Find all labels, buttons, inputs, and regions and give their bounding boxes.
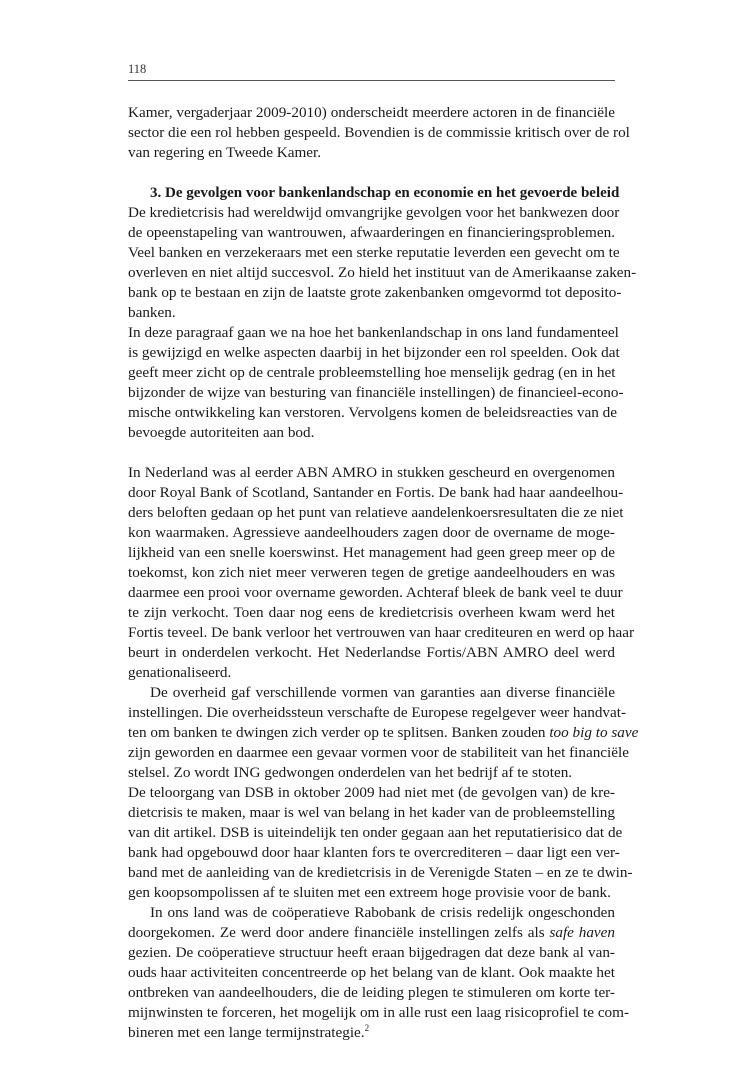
text-line: In Nederland was al eerder ABN AMRO in stukken gescheurd en overgenomen (128, 464, 615, 481)
text-line: lijkheid van een snelle koerswinst. Het management had geen greep meer op de (128, 544, 615, 561)
text-line: Fortis teveel. De bank verloor het vertrouwen van haar crediteuren en werd op haar (128, 624, 635, 641)
text-span: ten om banken te dwingen zich verder op te splitsen. Banken zouden (128, 724, 550, 741)
text-line: bevoegde autoriteiten aan bod. (128, 424, 315, 441)
text-line: bank had opgebouwd door haar klanten fors te overcrediteren – daar ligt een ver- (128, 844, 620, 861)
text-span: bineren met een lange termijnstrategie. (128, 1024, 365, 1041)
emphasis-text: safe haven (549, 924, 615, 941)
text-line: beurt in onderdelen verkocht. Het Nederlandse Fortis/ABN AMRO deel werd (128, 644, 615, 661)
text-line: kon waarmaken. Agressieve aandeelhouders zagen door de overname de moge- (128, 524, 615, 541)
paragraph-4 (128, 683, 639, 903)
text-line: stelsel. Zo wordt ING gedwongen onderdelen van het bedrijf af te stoten. (128, 764, 573, 781)
text-line: toekomst, kon zich niet meer verweren tegen de gretige aandeelhouders en was (128, 564, 615, 581)
emphasis-text: too big to save (549, 724, 639, 741)
text-line: ouds haar activiteiten concentreerde op het belang van de klant. Ook maakte het (128, 964, 615, 981)
text-line: is gewijzigd en welke aspecten daarbij in het bijzonder een rol speelden. Ook dat (128, 344, 620, 361)
text-line: banken. (128, 304, 176, 321)
text-line: daarmee een prooi voor overname geworden. Achteraf bleek de bank veel te duur (128, 584, 623, 601)
text-line: band met de aanleiding van de kredietcrisis in de Verenigde Staten – en ze te dwin- (128, 864, 633, 881)
page-number: 118 (128, 62, 147, 76)
paragraph-1 (128, 203, 637, 323)
text-line: de opeenstapeling van wantrouwen, afwaarderingen en financieringsproblemen. (128, 224, 615, 241)
text-line: mijnwinsten te forceren, het mogelijk om in alle rust een laag risicoprofiel te com- (128, 1004, 630, 1021)
text-line (128, 723, 639, 743)
text-line: Veel banken en verzekeraars met een sterke reputatie leverden een gevecht om te (128, 244, 620, 261)
text-line: De teloorgang van DSB in oktober 2009 had niet met (de gevolgen van) de kre- (128, 784, 615, 801)
text-line: De kredietcrisis had wereldwijd omvangrijke gevolgen voor het bankwezen door (128, 204, 620, 221)
text-line: ders beloften gedaan op het punt van relatieve aandelenkoersresultaten die ze niet (128, 504, 624, 521)
intro-paragraph (128, 103, 630, 163)
text-line: dietcrisis te maken, maar is wel van belang in het kader van de probleemstelling (128, 804, 615, 821)
text-line: gezien. De coöperatieve structuur heeft eraan bijgedragen dat deze bank al van- (128, 944, 615, 961)
text-line: bank op te bestaan en zijn de laatste grote zakenbanken omgevormd tot deposito- (128, 284, 622, 301)
paragraph-5 (128, 903, 630, 1043)
text-line: In ons land was de coöperatieve Rabobank de crisis redelijk ongeschonden (150, 904, 615, 921)
text-line: instellingen. Die overheidssteun verschafte de Europese regelgever weer handvat- (128, 704, 627, 721)
text-line (128, 923, 615, 943)
text-line: te zijn verkocht. Toen daar nog eens de kredietcrisis overheen kwam werd het (128, 604, 615, 621)
text-span: doorgekomen. Ze werd door andere financiële instellingen zelfs als (128, 924, 550, 941)
text-line: geeft meer zicht op de centrale probleemstelling hoe menselijk gedrag (en in het (128, 364, 616, 381)
text-line: bijzonder de wijze van besturing van financiële instellingen) de financieel-econo- (128, 384, 624, 401)
text-line: ontbreken van aandeelhouders, die de leiding plegen te stimuleren om korte ter- (128, 984, 615, 1001)
text-line: mische ontwikkeling kan verstoren. Vervolgens komen de beleidsreacties van de (128, 404, 617, 421)
text-line: De overheid gaf verschillende vormen van garanties aan diverse financiële (150, 684, 615, 701)
text-line (128, 1023, 615, 1043)
paragraph-3 (128, 463, 635, 683)
body-text (128, 103, 639, 1043)
text-line: zijn geworden en daarmee een gevaar vormen voor de stabiliteit van het financiële (128, 744, 629, 761)
section-heading: 3. De gevolgen voor bankenlandschap en economie en het gevoerde beleid (150, 185, 620, 201)
text-line: van regering en Tweede Kamer. (128, 144, 322, 161)
running-header (128, 58, 615, 81)
text-line: van dit artikel. DSB is uiteindelijk ten onder gegaan aan het reputatierisico dat de (128, 824, 623, 841)
text-line: gen koopsompolissen af te sluiten met een extreem hoge provisie voor de bank. (128, 884, 611, 901)
text-line: overleven en niet altijd succesvol. Zo hield het instituut van de Amerikaanse zaken- (128, 264, 637, 281)
footnote-ref[interactable]: 2 (364, 1023, 370, 1033)
paragraph-2 (128, 323, 624, 443)
text-line: genationaliseerd. (128, 664, 232, 681)
text-line: door Royal Bank of Scotland, Santander en Fortis. De bank had haar aandeelhou- (128, 484, 624, 501)
text-line: sector die een rol hebben gespeeld. Bovendien is de commissie kritisch over de rol (128, 124, 630, 141)
text-line: Kamer, vergaderjaar 2009-2010) onderscheidt meerdere actoren in de financiële (128, 104, 615, 121)
text-line: In deze paragraaf gaan we na hoe het bankenlandschap in ons land fundamenteel (128, 324, 619, 341)
